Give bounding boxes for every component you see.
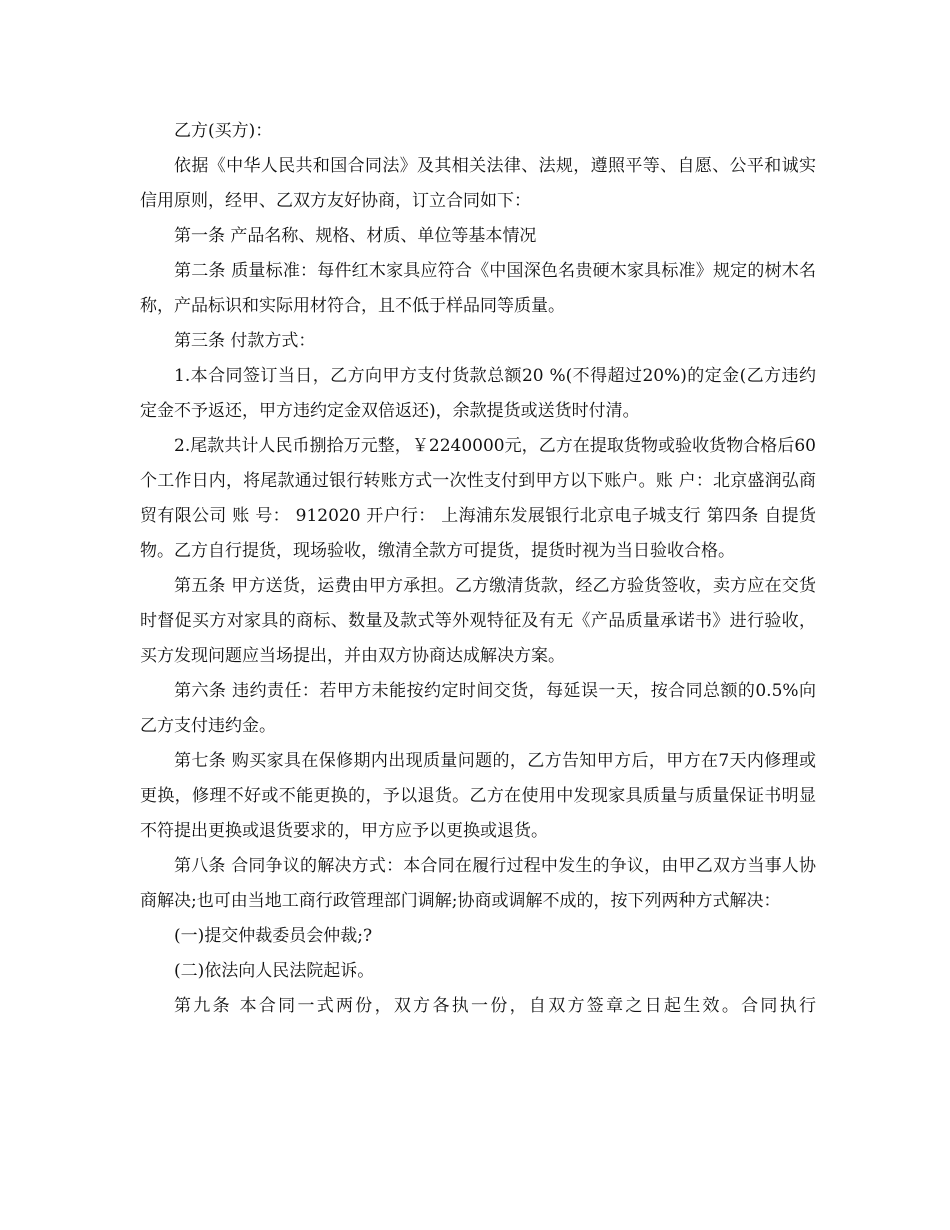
paragraph-option-arbitration: (一)提交仲裁委员会仲裁;?: [174, 926, 373, 946]
paragraph-article-3: 第三条 付款方式：: [174, 331, 316, 351]
contract-body: [140, 114, 816, 1024]
paragraph-article-6: 第六条 违约责任：若甲方未能按约定时间交货，每延误一天，按合同总额的0.5%向乙方支付违约金。: [140, 681, 816, 736]
paragraph-party-b: 乙方(买方)：: [174, 121, 273, 141]
paragraph-payment-2: 2.尾款共计人民币捌拾万元整，￥2240000元，乙方在提取货物或验收货物合格后60个工作日内，将尾款通过银行转账方式一次性支付到甲方以下账户。账 户：北京盛润弘商贸有限公司 账 号： 912020 开户行： 上海浦东发展银行北京电子城支行 第四条 自提货物。乙方自行提货，现场验收，缴清全款方可提货，提货时视为当日验收合格。: [140, 436, 816, 561]
paragraph-article-8: 第八条 合同争议的解决方式：本合同在履行过程中发生的争议，由甲乙双方当事人协商解决;也可由当地工商行政管理部门调解;协商或调解不成的，按下列两种方式解决：: [140, 856, 816, 911]
paragraph-option-lawsuit: (二)依法向人民法院起诉。: [174, 961, 375, 981]
paragraph-article-2: 第二条 质量标准：每件红木家具应符合《中国深色名贵硬木家具标准》规定的树木名称，产品标识和实际用材符合，且不低于样品同等质量。: [140, 261, 816, 316]
paragraph-article-7: 第七条 购买家具在保修期内出现质量问题的，乙方告知甲方后，甲方在7天内修理或更换，修理不好或不能更换的，予以退货。乙方在使用中发现家具质量与质量保证书明显不符提出更换或退货要求的，甲方应予以更换或退货。: [140, 751, 816, 841]
paragraph-article-5: 第五条 甲方送货，运费由甲方承担。乙方缴清货款，经乙方验货签收，卖方应在交货时督促买方对家具的商标、数量及款式等外观特征及有无《产品质量承诺书》进行验收，买方发现问题应当场提出，并由双方协商达成解决方案。: [140, 576, 816, 666]
paragraph-article-1: 第一条 产品名称、规格、材质、单位等基本情况: [174, 226, 537, 246]
paragraph-article-9: 第九条 本合同一式两份，双方各执一份，自双方签章之日起生效。合同执行: [174, 996, 816, 1016]
paragraph-preamble: 依据《中华人民共和国合同法》及其相关法律、法规，遵照平等、自愿、公平和诚实信用原则，经甲、乙双方友好协商，订立合同如下：: [140, 156, 816, 211]
paragraph-payment-1: 1.本合同签订当日，乙方向甲方支付货款总额20 %(不得超过20%)的定金(乙方违约定金不予返还，甲方违约定金双倍返还)，余款提货或送货时付清。: [140, 366, 816, 421]
